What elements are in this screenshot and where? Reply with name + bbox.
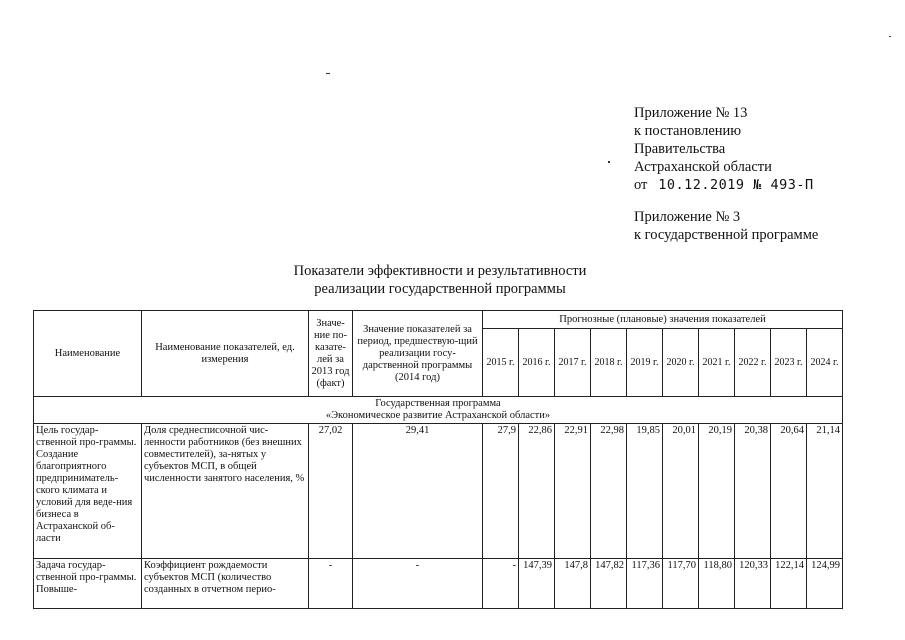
appendix-line: Астраханской области xyxy=(634,159,772,175)
header-year: 2017 г. xyxy=(555,329,591,397)
row-year-value: 22,98 xyxy=(591,424,627,559)
appendix-line: к государственной программе xyxy=(634,227,819,243)
header-value-prev: Значение показателей за период, предшествую-щий реализации госу-дарственной программы (2014 год) xyxy=(353,311,483,397)
document-title xyxy=(240,262,640,298)
appendix-program-block xyxy=(634,208,818,244)
row-year-value: 20,64 xyxy=(771,424,807,559)
row-year-value: 147,8 xyxy=(555,559,591,609)
header-indicator: Наименование показателей, ед. измерения xyxy=(142,311,309,397)
table-row xyxy=(34,559,843,609)
header-forecast: Прогнозные (плановые) значения показателей xyxy=(483,311,843,329)
header-year: 2021 г. xyxy=(699,329,735,397)
row-year-value: 124,99 xyxy=(807,559,843,609)
program-row xyxy=(34,397,843,424)
title-line: реализации государственной программы xyxy=(314,281,566,297)
table-row xyxy=(34,424,843,559)
row-year-value: 117,36 xyxy=(627,559,663,609)
row-year-value: 21,14 xyxy=(807,424,843,559)
header-year: 2022 г. xyxy=(735,329,771,397)
header-year: 2015 г. xyxy=(483,329,519,397)
row-year-value: 122,14 xyxy=(771,559,807,609)
row-indicator: Доля среднесписочной чис-ленности работников (без внешних совместителей), за-нятых у субъектов МСП, в общей численности занятого населения, % xyxy=(142,424,309,559)
row-year-value: 20,19 xyxy=(699,424,735,559)
row-year-value: 117,70 xyxy=(663,559,699,609)
date-prefix: от xyxy=(634,177,648,193)
appendix-block xyxy=(634,104,814,194)
title-line: Показатели эффективности и результативности xyxy=(293,263,587,279)
row-year-value: 20,38 xyxy=(735,424,771,559)
row-year-value: 147,82 xyxy=(591,559,627,609)
header-year: 2019 г. xyxy=(627,329,663,397)
scan-speck xyxy=(326,73,330,74)
row-year-value: 22,86 xyxy=(519,424,555,559)
indicators-table xyxy=(33,310,843,609)
row-year-value: 120,33 xyxy=(735,559,771,609)
resolution-date: 10.12.2019 № 493-П xyxy=(658,177,814,193)
header-year: 2023 г. xyxy=(771,329,807,397)
scan-speck xyxy=(889,36,891,37)
header-year: 2024 г. xyxy=(807,329,843,397)
appendix-date-line xyxy=(634,176,814,194)
row-year-value: 27,9 xyxy=(483,424,519,559)
row-value-prev: - xyxy=(353,559,483,609)
row-name: Цель государ-ственной про-граммы. Создание благоприятного предприниматель-ского климата и условий для веде-ния бизнеса в Астраханской об-ласти xyxy=(34,424,142,559)
header-year: 2016 г. xyxy=(519,329,555,397)
row-year-value: 20,01 xyxy=(663,424,699,559)
appendix-line: Приложение № 3 xyxy=(634,209,741,225)
header-year: 2020 г. xyxy=(663,329,699,397)
appendix-line: Приложение № 13 xyxy=(634,105,748,121)
row-value-2013: 27,02 xyxy=(309,424,353,559)
row-year-value: 147,39 xyxy=(519,559,555,609)
row-indicator: Коэффициент рождаемости субъектов МСП (количество созданных в отчетном перио- xyxy=(142,559,309,609)
appendix-line: к постановлению xyxy=(634,123,742,139)
row-year-value: 19,85 xyxy=(627,424,663,559)
row-year-value: 22,91 xyxy=(555,424,591,559)
header-name: Наименование xyxy=(34,311,142,397)
program-name: «Экономическое развитие Астраханской области» xyxy=(325,410,551,421)
header-value-2013: Значе-ние по-казате-лей за 2013 год (факт) xyxy=(309,311,353,397)
header-year: 2018 г. xyxy=(591,329,627,397)
row-value-2013: - xyxy=(309,559,353,609)
program-line: Государственная программа xyxy=(375,398,501,409)
appendix-line: Правительства xyxy=(634,141,726,157)
row-year-value: - xyxy=(483,559,519,609)
row-value-prev: 29,41 xyxy=(353,424,483,559)
scan-speck xyxy=(608,161,610,163)
row-name: Задача государ-ственной про-граммы. Повыше- xyxy=(34,559,142,609)
row-year-value: 118,80 xyxy=(699,559,735,609)
